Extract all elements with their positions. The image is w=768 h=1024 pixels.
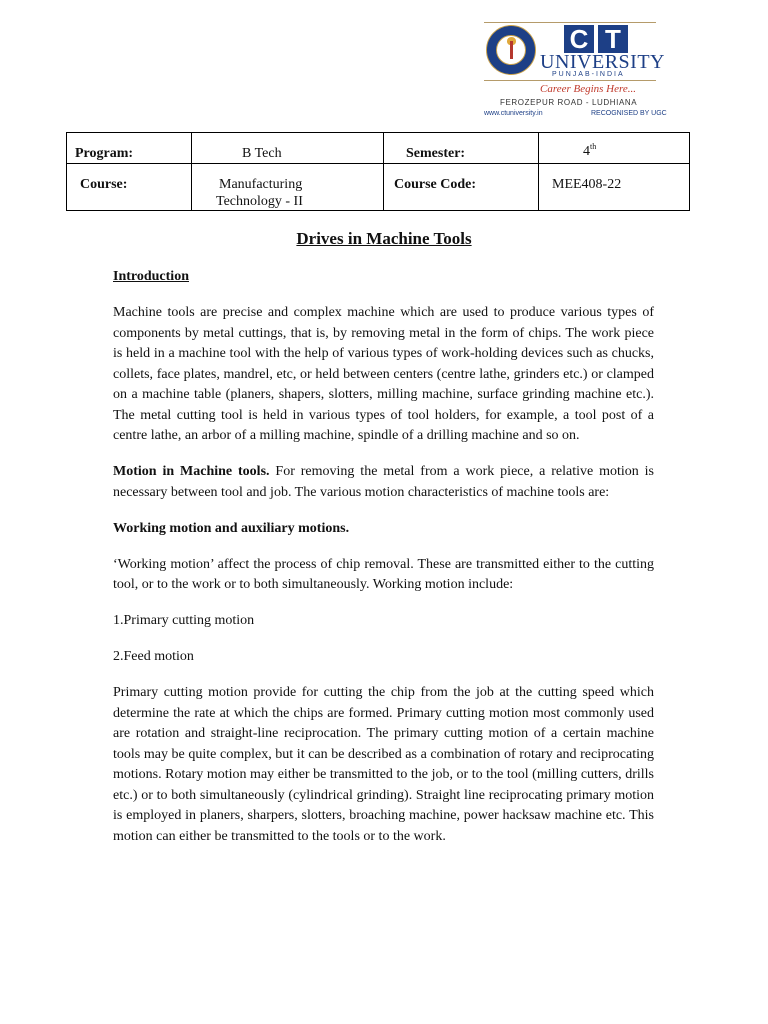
logo-mid-rule [484, 80, 656, 81]
course-label: Course: [80, 177, 128, 192]
logo-tagline: Career Begins Here... [539, 83, 637, 95]
program-label-cell [67, 133, 192, 164]
course-value-line1: Manufacturing [219, 177, 303, 192]
course-info-table [66, 132, 690, 211]
seal-inner-ring [496, 35, 526, 65]
course-code-label-cell [384, 164, 539, 211]
university-seal-icon [486, 25, 536, 75]
document-title: Drives in Machine Tools [296, 229, 472, 248]
logo-address: FEROZEPUR ROAD - LUDHIANA [500, 98, 638, 107]
motion-paragraph [113, 462, 654, 503]
semester-label-cell [384, 133, 539, 164]
course-code-value: MEE408-22 [552, 177, 622, 192]
logo-ugc-recognition: RECOGNISED BY UGC [591, 110, 667, 117]
motion-heading: Motion in Machine tools. [113, 464, 270, 479]
motion-text: For removing the metal from a work piece, a relative motion is necessary between tool and job. The various motion characteristics of machine tools are: [113, 464, 654, 500]
torch-icon [510, 41, 513, 59]
logo-university-text: UNIVERSITY [540, 51, 665, 73]
working-motion-heading: Working motion and auxiliary motions. [113, 520, 350, 536]
list-item: 1.Primary cutting motion [113, 613, 255, 628]
list-item: 2.Feed motion [113, 649, 194, 664]
course-code-value-cell [539, 164, 690, 211]
program-value-cell [192, 133, 384, 164]
course-value-cell [192, 164, 384, 211]
course-value-line2: Technology - II [216, 194, 303, 209]
university-logo [482, 20, 667, 122]
semester-label: Semester: [406, 146, 466, 161]
logo-letter-c: C [564, 25, 594, 53]
semester-value-cell [539, 133, 690, 164]
table-row [67, 164, 690, 211]
introduction-paragraph: Machine tools are precise and complex machine which are used to produce various types of components by metal cuttings, that is, by removing metal in the form of chips. The work piece is held in a machine tool with the help of various types of work-holding devices such as chucks, collets, face plates, mandrel, etc, or held between centers (centre lathe, grinders etc.) or clamped on a machine table (planers, shapers, slotters, milling machine, surface grinding machine etc.). The metal cutting tool is held in various types of tool holders, for example, a tool post of a centre lathe, an arbor of a milling machine, spindle of a drilling machine and so on. [113, 305, 654, 443]
primary-cutting-paragraph: Primary cutting motion provide for cutting the chip from the job at the cutting speed which determine the rate at which the chips are formed. Primary cutting motion most commonly used are rotation and straight-line reciprocation. The primary cutting motion of a certain machine tools may be quite complex, but it can be described as a combination of rotary and reciprocating motions. Rotary motion may either be transmitted to the job, or to the tool (milling cutters, drills etc.) or to both simultaneously (cylindrical grinding). Straight line reciprocating primary motion is employed in planers, sharpers, slotters, broaching machine, power hacksaw machine etc. This motion can either be transmitted to the tools or to the work. [113, 685, 654, 844]
logo-region-text: PUNJAB-INDIA [552, 71, 625, 78]
program-value: B Tech [242, 146, 282, 161]
program-label: Program: [75, 146, 134, 161]
document-body [113, 267, 654, 863]
semester-suffix: th [590, 142, 597, 151]
table-row [67, 133, 690, 164]
course-label-cell [67, 164, 192, 211]
semester-value: 4 [583, 144, 590, 159]
logo-website: www.ctuniversity.in [484, 110, 543, 117]
logo-top-rule [484, 22, 656, 23]
introduction-heading: Introduction [113, 269, 189, 284]
logo-letter-t: T [598, 25, 628, 53]
course-code-label: Course Code: [394, 177, 477, 192]
working-motion-paragraph: ‘Working motion’ affect the process of chip removal. These are transmitted either to the cutting tool, or to the work or to both simultaneously. Working motion include: [113, 556, 654, 592]
